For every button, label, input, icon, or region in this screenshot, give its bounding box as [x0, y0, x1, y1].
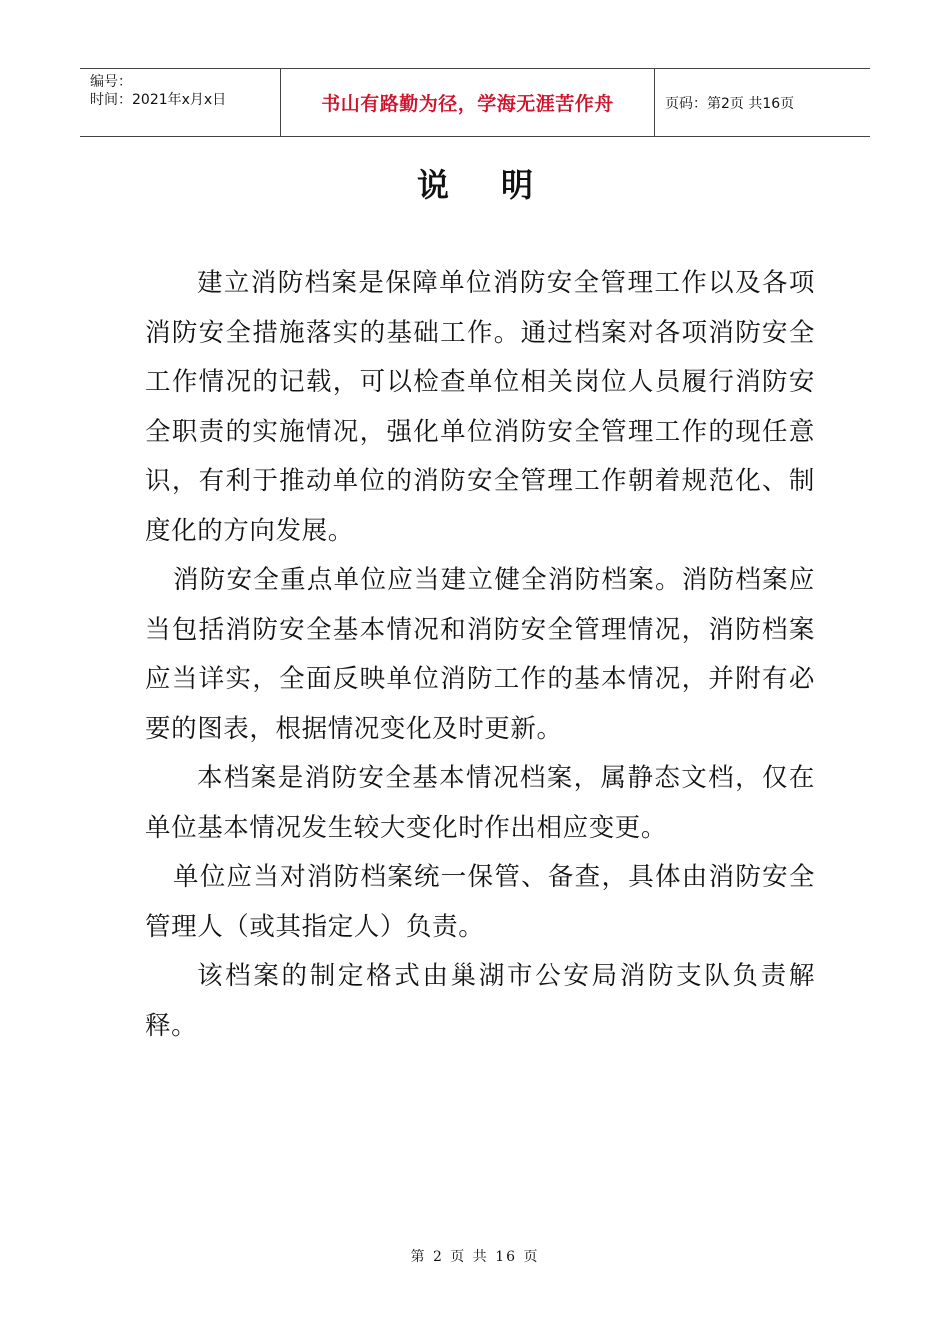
paragraph: 该档案的制定格式由巢湖市公安局消防支队负责解释。 — [145, 961, 815, 1041]
paragraph: 消防安全重点单位应当建立健全消防档案。消防档案应当包括消防安全基本情况和消防安全管理情况，消防档案应当详实，全面反映单位消防工作的基本情况，并附有必要的图表，根据情况变化及时更新。 — [145, 565, 815, 744]
document-date: 时间：2021年x月x日 — [90, 92, 227, 108]
document-number-label: 编号： — [90, 74, 132, 90]
header-meta-cell — [80, 69, 281, 136]
paragraph: 建立消防档案是保障单位消防安全管理工作以及各项消防安全措施落实的基础工作。通过档案对各项消防安全工作情况的记载，可以检查单位相关岗位人员履行消防安全职责的实施情况，强化单位消防安全管理工作的现任意识，有利于推动单位的消防安全管理工作朝着规范化、制度化的方向发展。 — [145, 268, 815, 546]
header-page-cell — [655, 69, 870, 136]
document-body — [145, 259, 815, 1051]
page-title: 说明 — [416, 166, 585, 204]
paragraph: 本档案是消防安全基本情况档案，属静态文档，仅在单位基本情况发生较大变化时作出相应变更。 — [145, 763, 815, 843]
header-page-info: 页码：第2页 共16页 — [665, 95, 795, 112]
header-motto-cell — [281, 69, 655, 136]
header-motto: 书山有路勤为径，学海无涯苦作舟 — [321, 93, 614, 115]
document-header — [80, 68, 870, 137]
paragraph: 单位应当对消防档案统一保管、备查，具体由消防安全管理人（或其指定人）负责。 — [145, 862, 815, 942]
page-footer: 第 2 页 共 16 页 — [410, 1249, 540, 1265]
